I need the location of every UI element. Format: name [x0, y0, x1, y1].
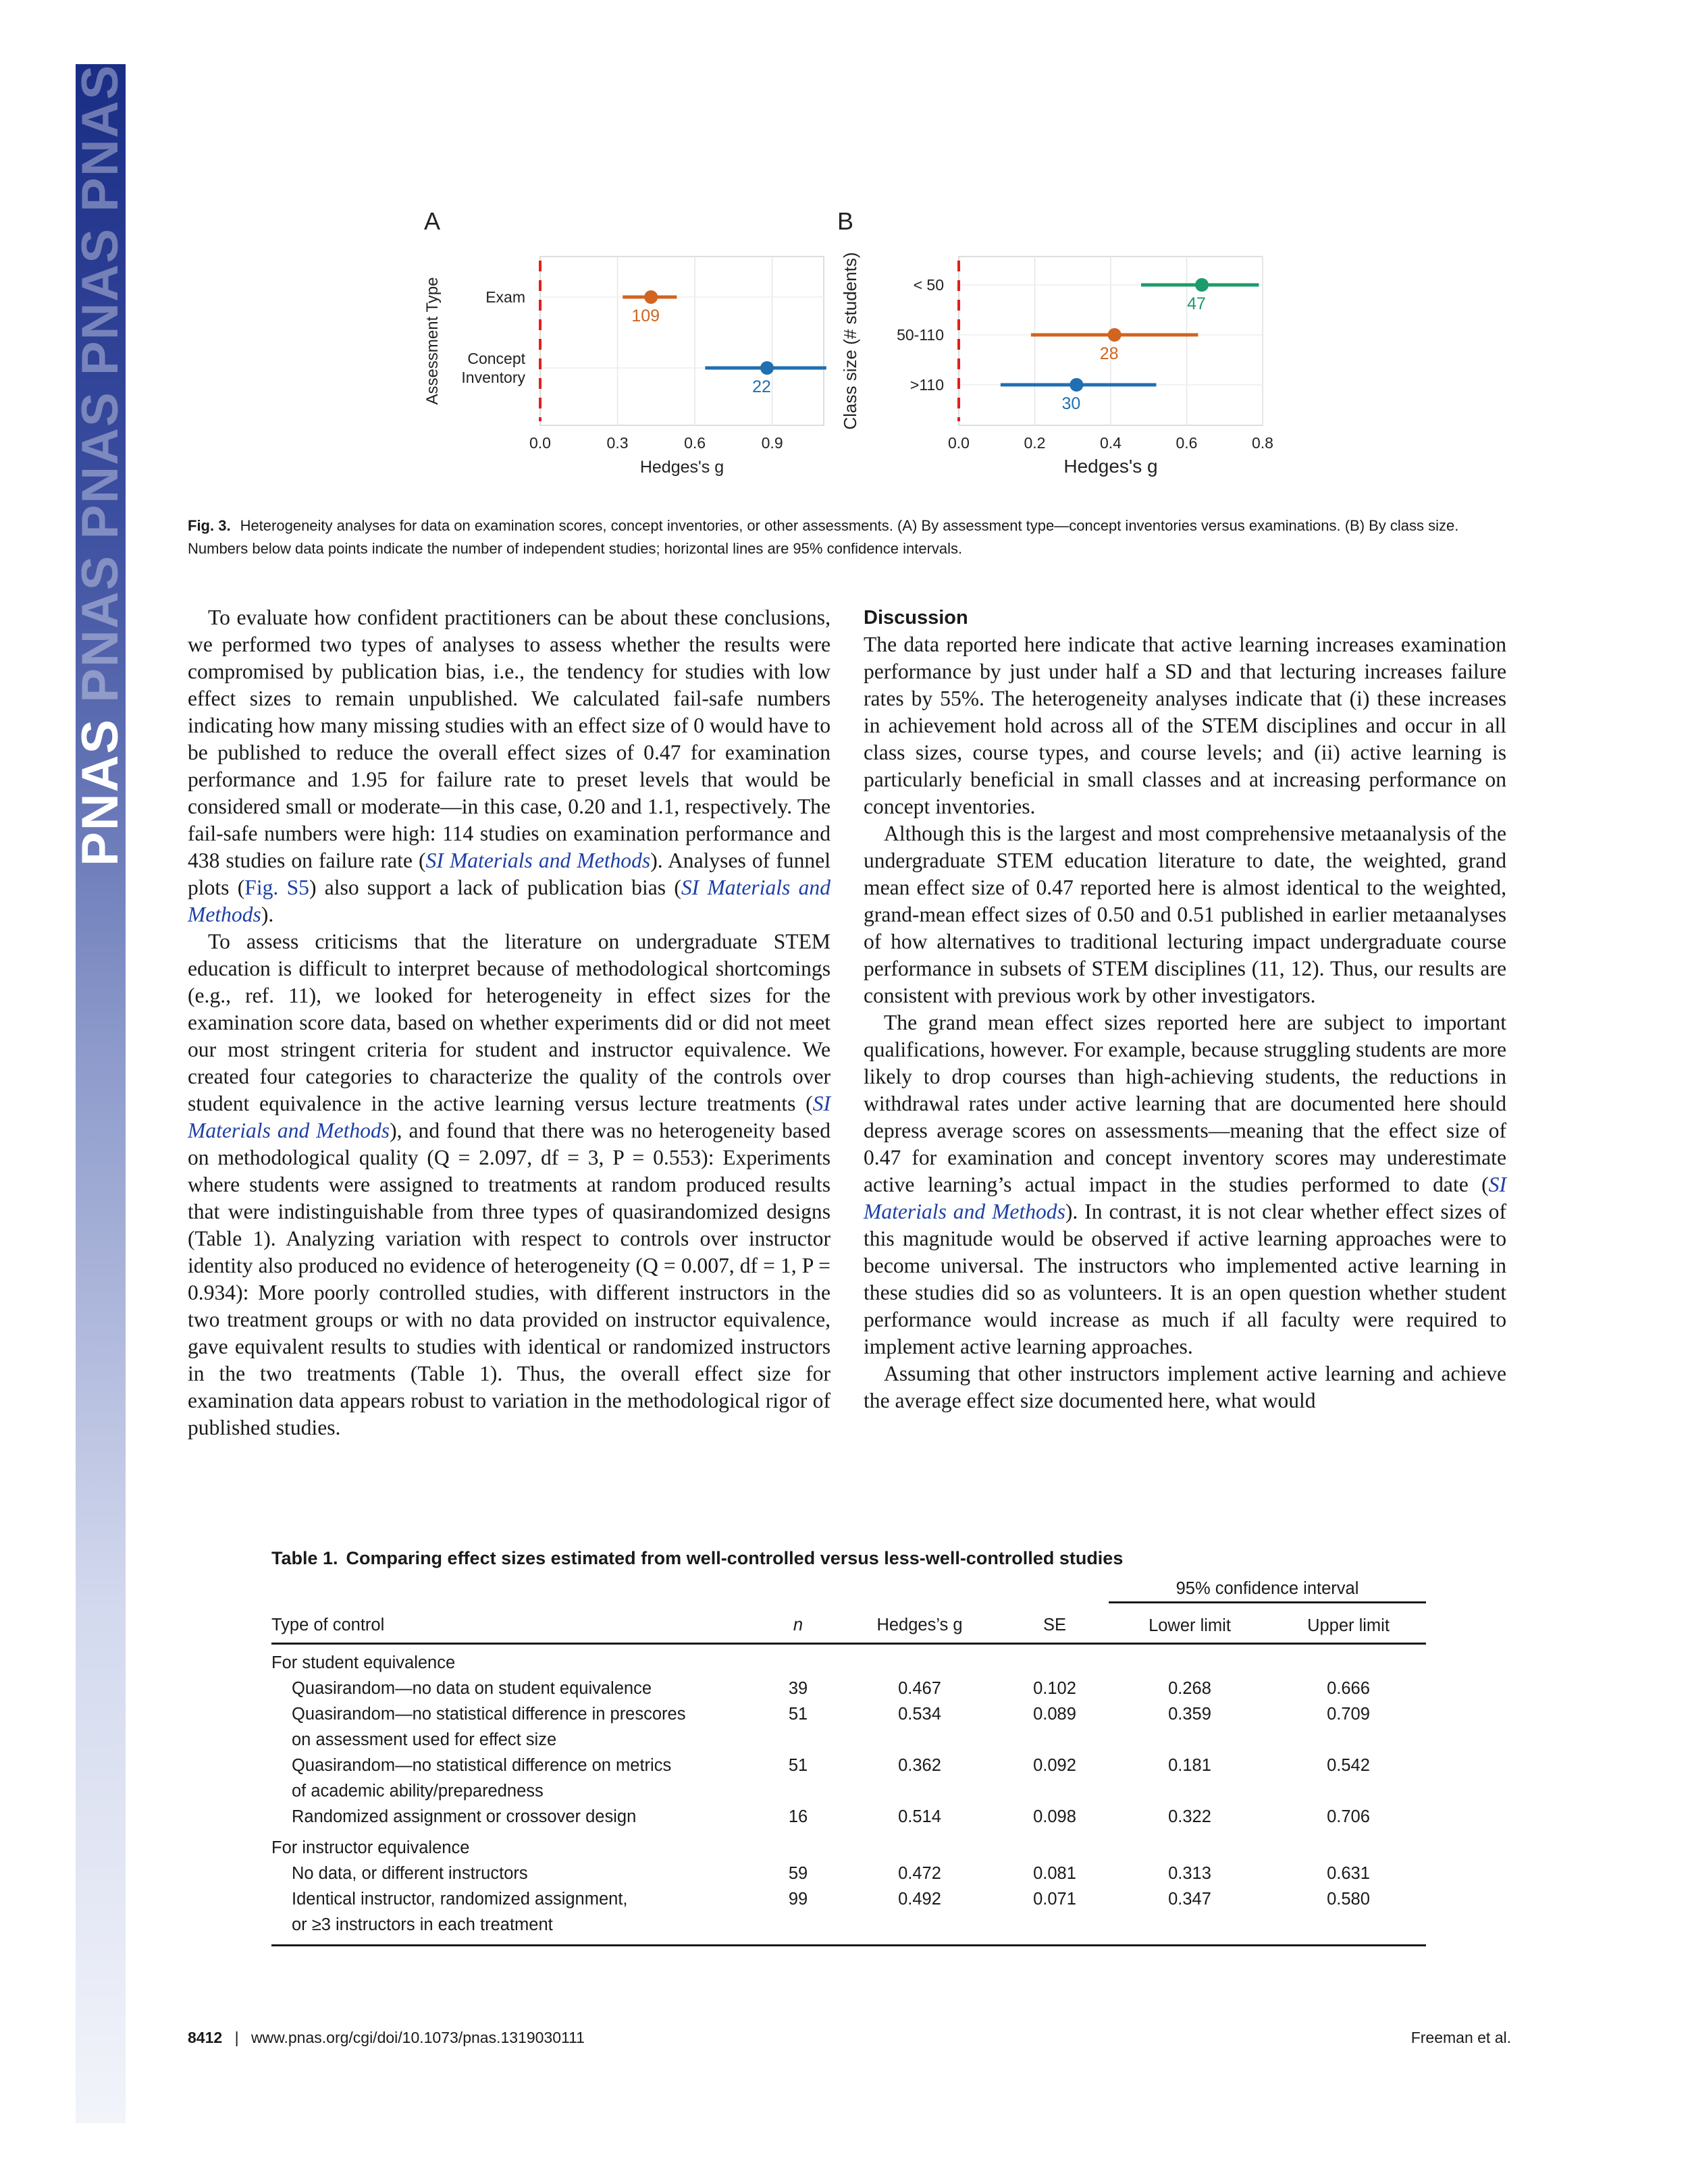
header-lower-limit: Lower limit: [1109, 1603, 1271, 1644]
right-column: [864, 604, 1506, 1414]
plot-frame: [540, 257, 824, 425]
row-label-line: Quasirandom—no data on student equivalence: [292, 1679, 652, 1698]
x-tick-label: 0.4: [1100, 434, 1122, 452]
cell-n: 51: [788, 1756, 808, 1775]
journal-logo: PNAS PNAS PNAS PNAS PNAS: [72, 64, 129, 867]
x-axis-label: Hedges's g: [639, 458, 724, 477]
x-tick-label: 0.6: [1176, 434, 1198, 452]
cell-lower-limit: 0.268: [1168, 1679, 1211, 1698]
category-label: Inventory: [461, 369, 525, 386]
figure-caption-label: Fig. 3.: [188, 517, 231, 534]
study-count-label: 28: [1099, 344, 1119, 363]
study-count-label: 30: [1061, 394, 1081, 413]
paragraph-methodological-quality: To assess criticisms that the literature on undergraduate STEM education is difficult to interpret because of methodological shortcomings (e.g., ref. 11), we looked for heterogeneity in effect sizes for the examination score data, based on whether experiments did or did not meet our most stringent criteria for student and instructor equivalence. We created four categories to characterize the quality of the controls over student equivalence in the active learning versus lecture treatments (SI Materials and Methods), and found that there was no heterogeneity based on methodological quality (Q = 2.097, df = 3, P = 0.553): Experiments where students were assigned to treatments at random produced results that were indistinguishable from three types of quasirandomized designs (Table 1). Analyzing variation with respect to controls over instructor identity also produced no evidence of heterogeneity (Q = 0.007, df = 1, P = 0.934): More poorly controlled studies, with different instructors in the two treatment groups or with no data provided on instructor equivalence, gave equivalent results to studies with identical or randomized instructors in the two treatments (Table 1). Thus, the overall effect size for examination data appears robust to variation in the methodological rigor of published studies.: [188, 930, 830, 1439]
figure-3: [405, 196, 1283, 506]
category-label: 50-110: [897, 326, 944, 344]
row-label: [271, 1804, 758, 1830]
row-label-line: No data, or different instructors: [292, 1864, 528, 1883]
si-methods-link[interactable]: SI Materials and Methods: [188, 1092, 830, 1142]
paragraph-discussion-3: The grand mean effect sizes reported here are subject to important qualifications, however. For example, because struggling students are more likely to drop courses than high-achieving students, the reductions in withdrawal rates under active learning that are documented here should depress average scores on assessments—meaning that the effect size of 0.47 for examination and concept inventory scores may underestimate active learning’s actual impact in the studies performed to date (SI Materials and Methods). In contrast, it is not clear whether effect sizes of this magnitude would be observed if active learning approaches were to become universal. The instructors who implemented active learning in these studies did so as volunteers. It is an open question whether student performance would increase as much if all faculty were required to implement active learning approaches.: [864, 1011, 1506, 1358]
paragraph-discussion-4: Assuming that other instructors implement active learning and achieve the average effect size documented here, what would: [864, 1362, 1506, 1412]
page-number: 8412: [188, 2029, 223, 2046]
header-type-of-control: Type of control: [271, 1603, 758, 1644]
cell-upper-limit: 0.580: [1271, 1886, 1426, 1946]
cell-lower-limit: 0.347: [1109, 1886, 1271, 1946]
category-label: >110: [909, 376, 944, 394]
table-row: [271, 1676, 1426, 1701]
si-methods-link[interactable]: SI Materials and Methods: [864, 1173, 1506, 1223]
cell-n: 51: [788, 1705, 808, 1724]
category-label: Concept: [467, 350, 525, 367]
row-label-line: Quasirandom—no statistical difference in prescores: [292, 1705, 686, 1724]
study-count-label: 22: [752, 377, 771, 396]
data-point: [1195, 278, 1209, 292]
cell-hedges-g: 0.362: [898, 1756, 941, 1775]
page-footer: [188, 2029, 1511, 2047]
table-row: [271, 1886, 1426, 1946]
y-axis-label: Class size (# students): [840, 252, 860, 430]
x-tick-label: 0.2: [1024, 434, 1046, 452]
paragraph-publication-bias: To evaluate how confident practitioners can be about these conclusions, we performed two types of analyses to assess whether the results were compromised by publication bias, i.e., the tendency for studies with low effect sizes to remain unpublished. We calculated fail-safe numbers indicating how many missing studies with an effect size of 0 would have to be published to reduce the overall effect sizes of 0.47 for examination performance and 1.95 for failure rate to preset levels that would be considered small or moderate—in this case, 0.20 and 1.1, respectively. The fail-safe numbers were high: 114 studies on examination performance and 438 studies on failure rate (SI Materials and Methods). Analyses of funnel plots (Fig. S5) also support a lack of publication bias (SI Materials and Methods).: [188, 606, 830, 926]
header-hedges-g: Hedges’s g: [839, 1603, 1001, 1644]
table-1: [271, 1546, 1426, 1946]
cell-n: 59: [788, 1864, 808, 1883]
cell-n: 39: [788, 1679, 808, 1698]
footer-separator: |: [234, 2029, 239, 2046]
cell-se: 0.089: [1033, 1705, 1076, 1724]
table-header-row: [271, 1603, 1426, 1644]
effect-size-table: [271, 1576, 1426, 1946]
cell-lower-limit: 0.181: [1168, 1756, 1211, 1775]
figure-3-chart: [405, 196, 1283, 506]
cell-upper-limit: 0.631: [1327, 1864, 1370, 1883]
study-count-label: 109: [631, 307, 660, 325]
row-label: [271, 1861, 758, 1886]
cell-hedges-g: 0.492: [839, 1886, 1001, 1946]
row-label: [271, 1886, 758, 1946]
row-label-line: Quasirandom—no statistical difference on metrics: [292, 1756, 672, 1775]
row-label-line: Identical instructor, randomized assignment,: [292, 1890, 628, 1909]
header-n: n: [758, 1603, 839, 1644]
cell-se: 0.071: [1001, 1886, 1109, 1946]
row-label: [271, 1676, 758, 1701]
left-column: [188, 604, 830, 1441]
panel-label: A: [424, 207, 441, 235]
si-methods-link[interactable]: SI Materials and Methods: [425, 849, 651, 872]
cell-hedges-g: 0.534: [898, 1705, 941, 1724]
table-group-label: For student equivalence: [271, 1653, 456, 1672]
table-row: [271, 1861, 1426, 1886]
row-label-line: on assessment used for effect size: [292, 1730, 557, 1749]
row-label-line: or ≥3 instructors in each treatment: [292, 1915, 553, 1934]
cell-hedges-g: 0.472: [898, 1864, 941, 1883]
table-row: [271, 1804, 1426, 1830]
cell-upper-limit: 0.706: [1327, 1807, 1370, 1826]
paragraph-discussion-1: The data reported here indicate that active learning increases examination performance by just under half a SD and that lecturing increases failure rates by 55%. The heterogeneity analyses indicate that (i) these increases in achievement hold across all of the STEM disciplines and occur in all class sizes, course types, and course levels; and (ii) active learning is particularly beneficial in small classes and at increasing performance on concept inventories.: [864, 633, 1506, 818]
category-label: Exam: [485, 288, 525, 306]
footer-authors: Freeman et al.: [1410, 2029, 1511, 2046]
x-tick-label: 0.0: [529, 434, 551, 452]
row-label-line: Randomized assignment or crossover design: [292, 1807, 637, 1826]
table-group-row: [271, 1830, 1426, 1861]
x-tick-label: 0.9: [761, 434, 783, 452]
row-label: [271, 1701, 758, 1753]
cell-n: 16: [788, 1807, 808, 1826]
row-label: [271, 1753, 758, 1804]
cell-upper-limit: 0.542: [1327, 1756, 1370, 1775]
section-heading-discussion: Discussion: [864, 607, 968, 629]
header-se: SE: [1001, 1603, 1109, 1644]
x-tick-label: 0.0: [948, 434, 970, 452]
table-title: Table 1. Comparing effect sizes estimated from well-controlled versus less-well-controlled studies: [271, 1548, 1124, 1568]
data-point: [1070, 378, 1083, 392]
cell-upper-limit: 0.666: [1327, 1679, 1370, 1698]
paragraph-discussion-2: Although this is the largest and most comprehensive metaanalysis of the undergraduate STEM education literature to date, the weighted, grand mean effect size of 0.47 reported here is almost identical to the weighted, grand-mean effect sizes of 0.50 and 0.51 published in earlier metaanalyses of how alternatives to traditional lecturing impact undergraduate course performance in subsets of STEM disciplines (11, 12). Thus, our results are consistent with previous work by other investigators.: [864, 822, 1506, 1007]
cell-lower-limit: 0.313: [1168, 1864, 1211, 1883]
x-tick-label: 0.6: [684, 434, 706, 452]
cell-se: 0.081: [1033, 1864, 1076, 1883]
table-row: [271, 1753, 1426, 1804]
cell-lower-limit: 0.359: [1168, 1705, 1211, 1724]
study-count-label: 47: [1187, 294, 1206, 313]
x-axis-label: Hedges's g: [1063, 456, 1158, 477]
cell-se: 0.102: [1033, 1679, 1076, 1698]
table-row: [271, 1701, 1426, 1753]
cell-lower-limit: 0.322: [1168, 1807, 1211, 1826]
y-axis-label: Assessment Type: [423, 277, 442, 405]
cell-hedges-g: 0.514: [898, 1807, 941, 1826]
row-label-line: of academic ability/preparedness: [292, 1782, 544, 1801]
cell-se: 0.092: [1033, 1756, 1076, 1775]
cell-hedges-g: 0.467: [898, 1679, 941, 1698]
data-point: [760, 361, 774, 375]
cell-se: 0.098: [1033, 1807, 1076, 1826]
table-group-label: For instructor equivalence: [271, 1838, 470, 1857]
si-methods-link[interactable]: SI Materials and Methods: [188, 876, 830, 926]
x-tick-label: 0.3: [606, 434, 629, 452]
doi-link[interactable]: www.pnas.org/cgi/doi/10.1073/pnas.1319030111: [250, 2029, 585, 2046]
data-point: [644, 290, 658, 304]
table-group-row: [271, 1644, 1426, 1676]
fig-s5-link[interactable]: Fig. S5: [244, 876, 309, 899]
figure-caption-text: Heterogeneity analyses for data on examination scores, concept inventories, or other assessments. (A) By assessment type—concept inventories versus examinations. (B) By class size. Numbers below data points indicate the number of independent studies; horizontal lines are 95% confidence intervals.: [188, 517, 1459, 557]
figure-caption: [188, 514, 1511, 560]
data-point: [1108, 328, 1122, 342]
category-label: < 50: [913, 276, 944, 294]
cell-n: 99: [758, 1886, 839, 1946]
journal-sidebar: [72, 64, 129, 2123]
panel-label: B: [837, 207, 854, 235]
x-tick-label: 0.8: [1252, 434, 1273, 452]
header-upper-limit: Upper limit: [1271, 1603, 1426, 1644]
ci-header: 95% confidence interval: [1109, 1576, 1426, 1603]
cell-upper-limit: 0.709: [1327, 1705, 1370, 1724]
